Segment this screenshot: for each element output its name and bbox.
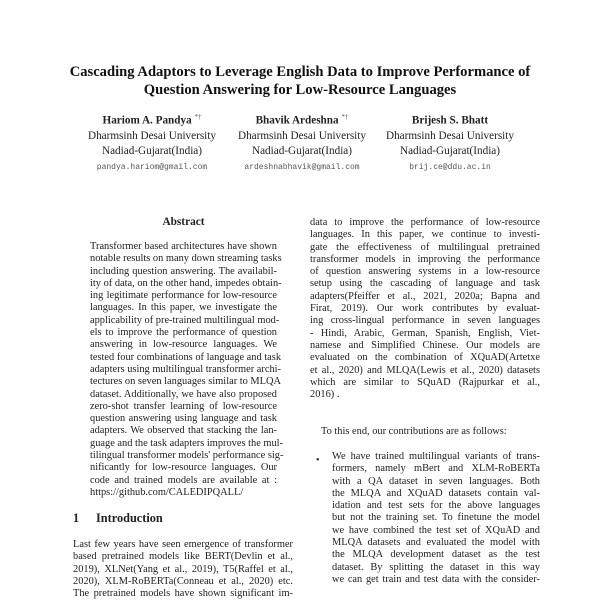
author-marks: *†	[341, 113, 349, 121]
text-line: evaluated on the combination of XQuAD(Artetxe	[310, 352, 540, 364]
text-line: ing legitimate performance for low-resource	[90, 290, 277, 302]
text-line: https://github.com/CALEDIPQALL/	[90, 486, 244, 498]
text-line: applicability of pre-trained multilingual mod-	[90, 314, 280, 326]
author-location: Nadiad-Gujarat(India)	[251, 145, 352, 158]
author-affiliation: Dharmsinh Desai University	[237, 129, 366, 142]
author-marks: *†	[194, 113, 202, 121]
author-name: Bhavik Ardeshna	[255, 114, 339, 127]
text-line: idation and test sets for the above languages	[332, 500, 540, 512]
author-name: Hariom A. Pandya	[102, 114, 192, 127]
text-line: the MLQA development dataset as the test	[332, 549, 540, 561]
text-line: adapters using multilingual transformer archi-	[90, 363, 282, 375]
text-line: transformer models in improving the performance	[310, 253, 540, 265]
text-line: based pretrained models like BERT(Devlin et al.,	[73, 551, 293, 563]
text-line: formers, namely mBert and XLM-RoBERTa	[332, 463, 540, 475]
author-block	[360, 110, 540, 176]
text-line: answering in low-resource languages. We	[90, 339, 277, 351]
text-line: MLQA datasets and evaluated the model with	[332, 537, 540, 549]
author-email: brij.ce@ddu.ac.in	[409, 163, 491, 173]
text-line: including question answering. The availabil-	[90, 265, 277, 277]
author-location: Nadiad-Gujarat(India)	[101, 145, 202, 158]
author-email: pandya.hariom@gmail.com	[96, 163, 208, 173]
contribution-bullet	[332, 451, 540, 586]
text-line: We have trained multilingual variants of trans-	[332, 451, 540, 462]
text-line: gate the effectiveness of multilingual pretrained	[310, 241, 540, 253]
text-line: 2019), XLNet(Yang et al., 2019), T5(Raffel et al.,	[73, 563, 293, 575]
text-line: tectures on seven languages similar to MLQA	[90, 376, 282, 388]
text-line: adapters(Pfeiffer et al., 2021, 2020a; Bapna and	[310, 290, 540, 302]
text-line: languages. In this paper, we continue to investi-	[310, 229, 540, 241]
text-line: els to improve the performance of question	[90, 327, 277, 339]
text-line: of question answering systems in a low-resource	[310, 266, 540, 278]
text-line: tilingual transformer models' performance sig-	[90, 450, 284, 462]
author-name: Brijesh S. Bhatt	[411, 114, 489, 127]
author-affiliation: Dharmsinh Desai University	[87, 129, 216, 142]
text-line: question answering using language and task	[90, 413, 277, 425]
text-line: setup using the cascading of language and task	[310, 278, 540, 290]
text-line: we have combined the test set of XQuAD and	[332, 524, 540, 536]
section-heading-introduction	[73, 511, 163, 526]
contributions-intro	[321, 426, 541, 438]
introduction-left-text	[73, 539, 293, 600]
text-line: languages. In this paper, we investigate the	[90, 302, 277, 314]
text-line: but not the training set. To finetune the model	[332, 512, 540, 524]
abstract-body	[90, 241, 284, 499]
text-line: Transformer based architectures have shown	[90, 241, 277, 252]
text-line: with a QA dataset in seven languages. Both	[332, 475, 540, 487]
author-location: Nadiad-Gujarat(India)	[399, 145, 500, 158]
text-line: tested four combinations of language and task	[90, 351, 282, 363]
text-line: To this end, our contributions are as follows:	[321, 426, 507, 437]
text-line: ity of data, on the other hand, impedes obtain-	[90, 277, 282, 289]
text-line: the MLQA and XQuAD datasets contain val-	[332, 487, 540, 499]
text-line: Last few years have seen emergence of transformer	[73, 539, 293, 550]
paper-title	[0, 63, 600, 99]
text-line: et al., 2020) and MLQA(Lewis et al., 2020) datasets	[310, 364, 540, 376]
text-line: Firat, 2019). Our work contributes by evaluat-	[310, 303, 540, 315]
title-line: Cascading Adaptors to Leverage English Data to Improve Performance of	[69, 64, 531, 80]
text-line: - Hindi, Arabic, German, Spanish, English, Viet-	[310, 327, 540, 339]
text-line: notable results on many down streaming tasks	[90, 253, 282, 265]
abstract-heading: Abstract	[162, 216, 205, 228]
author-email: ardeshnabhavik@gmail.com	[244, 163, 360, 173]
text-line: which are similar to SQuAD (Rajpurkar et al.,	[310, 376, 540, 388]
text-line: namese and Simplified Chinese. Our models are	[310, 339, 540, 351]
text-line: dataset. By splitting the dataset in this way	[332, 561, 540, 573]
text-line: nificantly for low-resource languages. Our	[90, 462, 277, 474]
author-affiliation: Dharmsinh Desai University	[385, 129, 514, 142]
bullet-icon: •	[316, 455, 320, 466]
section-title: Introduction	[96, 511, 163, 525]
text-line: ing cross-lingual performance in seven languages	[310, 315, 540, 327]
text-line: code and trained models are available at :	[90, 474, 277, 486]
title-line: Question Answering for Low-Resource Languages	[143, 82, 457, 98]
section-number: 1	[73, 511, 80, 525]
text-line: zero-shot transfer learning of low-resource	[90, 400, 277, 412]
text-line: dataset. Additionally, we have also proposed	[90, 388, 277, 400]
text-line: 2016) .	[310, 389, 340, 401]
text-line: guage and the task adapters improves the mul-	[90, 437, 284, 449]
text-line: adapters. We observed that stacking the lan-	[90, 425, 277, 437]
text-line: 2020), XLM-RoBERTa(Conneau et al., 2020) etc.	[73, 575, 293, 587]
text-line: data to improve the performance of low-resource	[310, 217, 540, 228]
text-line: The pretrained models have shown significant im-	[73, 588, 293, 600]
introduction-right-text	[310, 217, 540, 401]
text-line: we can get train and test data with the consider-	[332, 573, 540, 585]
